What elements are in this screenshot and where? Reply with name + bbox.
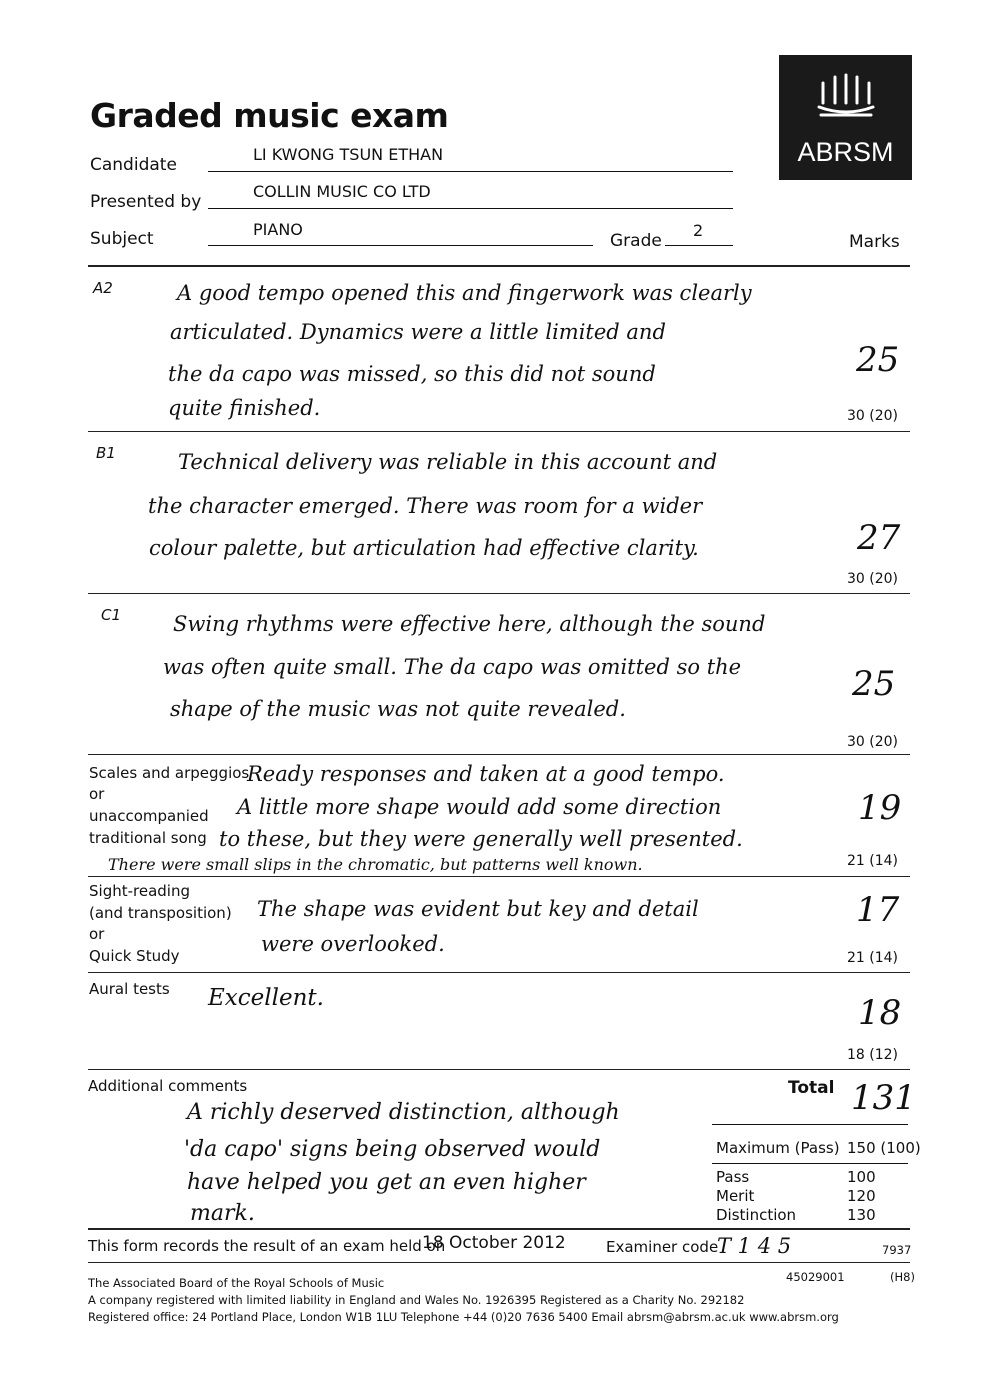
comment-line: mark. bbox=[190, 1201, 255, 1226]
comment-line: colour palette, but articulation had effective clarity. bbox=[149, 536, 699, 560]
mark-aural: 18 bbox=[858, 993, 902, 1033]
comment-line: 'da capo' signs being observed would bbox=[184, 1137, 601, 1162]
comment-line: There were small slips in the chromatic, but patterns well known. bbox=[108, 855, 643, 874]
mark-c1: 25 bbox=[852, 664, 896, 704]
total-divider bbox=[712, 1124, 908, 1125]
section-divider bbox=[88, 1069, 910, 1070]
scales-label: unaccompanied bbox=[89, 807, 209, 825]
grade-label: Grade bbox=[610, 231, 662, 251]
presented-label: Presented by bbox=[90, 192, 202, 212]
comment-line: Excellent. bbox=[208, 985, 324, 1011]
subject-value: PIANO bbox=[253, 220, 303, 239]
distinction-label: Distinction bbox=[716, 1206, 797, 1224]
max-scales: 21 (14) bbox=[847, 853, 899, 869]
aural-label: Aural tests bbox=[89, 980, 170, 998]
comment-line: was often quite small. The da capo was omitted so the bbox=[163, 655, 742, 679]
section-divider bbox=[88, 593, 910, 594]
merit-label: Merit bbox=[716, 1187, 755, 1205]
comment-line: the character emerged. There was room for a wider bbox=[148, 494, 703, 518]
grade-value: 2 bbox=[693, 221, 704, 240]
section-divider bbox=[88, 431, 910, 432]
maximum-divider bbox=[712, 1163, 908, 1164]
total-label: Total bbox=[788, 1078, 835, 1098]
max-b1: 30 (20) bbox=[847, 571, 899, 587]
exam-date: 18 October 2012 bbox=[422, 1233, 566, 1253]
serial-number: 45029001 bbox=[786, 1270, 845, 1284]
comment-line: A good tempo opened this and fingerwork was clearly bbox=[177, 281, 752, 305]
max-a2: 30 (20) bbox=[847, 408, 899, 424]
section-divider bbox=[88, 876, 910, 877]
max-sight-reading: 21 (14) bbox=[847, 950, 899, 966]
comment-line: to these, but they were generally well presented. bbox=[219, 827, 743, 851]
crown-icon bbox=[815, 73, 877, 125]
comment-line: The shape was evident but key and detail bbox=[257, 897, 699, 921]
total-value: 131 bbox=[851, 1078, 916, 1118]
scales-label: or bbox=[89, 785, 105, 803]
footer-divider bbox=[88, 1228, 910, 1230]
section-divider bbox=[88, 754, 910, 755]
pass-value: 100 bbox=[847, 1168, 876, 1186]
presented-underline bbox=[208, 208, 733, 209]
candidate-label: Candidate bbox=[90, 155, 177, 175]
mark-sight-reading: 17 bbox=[856, 890, 900, 930]
comment-line: Swing rhythms were effective here, although the sound bbox=[173, 612, 766, 636]
section-label-b1: B1 bbox=[96, 444, 116, 462]
section-divider bbox=[88, 972, 910, 973]
subject-label: Subject bbox=[90, 229, 154, 249]
scales-label: Scales and arpeggios bbox=[89, 764, 250, 782]
header-divider bbox=[88, 265, 910, 267]
sight-reading-label: Sight-reading bbox=[89, 882, 190, 900]
form-code: 7937 bbox=[882, 1243, 912, 1257]
maximum-value: 150 (100) bbox=[847, 1139, 921, 1157]
merit-value: 120 bbox=[847, 1187, 876, 1205]
comment-line: the da capo was missed, so this did not sound bbox=[168, 362, 656, 386]
section-label-a2: A2 bbox=[93, 279, 113, 297]
abrsm-logo bbox=[779, 55, 912, 180]
candidate-value: LI KWONG TSUN ETHAN bbox=[253, 145, 444, 164]
edition-code: (H8) bbox=[890, 1270, 915, 1284]
subject-underline bbox=[208, 245, 593, 246]
candidate-underline bbox=[208, 171, 733, 172]
sight-reading-label: Quick Study bbox=[89, 947, 180, 965]
max-c1: 30 (20) bbox=[847, 734, 899, 750]
comment-line: A little more shape would add some direction bbox=[237, 795, 722, 819]
sight-reading-label: (and transposition) bbox=[89, 904, 232, 922]
record-text: This form records the result of an exam held on bbox=[88, 1237, 446, 1255]
mark-a2: 25 bbox=[856, 340, 900, 380]
additional-label: Additional comments bbox=[88, 1077, 248, 1095]
marks-label: Marks bbox=[849, 232, 900, 252]
comment-line: have helped you get an even higher bbox=[187, 1170, 586, 1195]
pass-label: Pass bbox=[716, 1168, 750, 1186]
scales-label: traditional song bbox=[89, 829, 207, 847]
mark-scales: 19 bbox=[858, 788, 902, 828]
comment-line: quite finished. bbox=[168, 396, 321, 420]
distinction-value: 130 bbox=[847, 1206, 876, 1224]
comment-line: shape of the music was not quite revealed. bbox=[170, 697, 626, 721]
section-label-c1: C1 bbox=[101, 606, 122, 624]
org-name: The Associated Board of the Royal Schools of Music bbox=[88, 1276, 385, 1290]
maximum-label: Maximum (Pass) bbox=[716, 1139, 840, 1157]
comment-line: A richly deserved distinction, although bbox=[187, 1100, 620, 1125]
comment-line: articulated. Dynamics were a little limited and bbox=[170, 320, 666, 344]
sight-reading-label: or bbox=[89, 925, 105, 943]
grade-underline bbox=[665, 245, 733, 246]
presented-value: COLLIN MUSIC CO LTD bbox=[253, 182, 431, 201]
comment-line: Technical delivery was reliable in this account and bbox=[178, 450, 718, 474]
examiner-label: Examiner code bbox=[606, 1238, 719, 1256]
mark-b1: 27 bbox=[857, 518, 901, 558]
comment-line: Ready responses and taken at a good tempo. bbox=[247, 762, 725, 786]
max-aural: 18 (12) bbox=[847, 1047, 899, 1063]
company-line: A company registered with limited liability in England and Wales No. 1926395 Registered as a Charity No. 292182 bbox=[88, 1293, 745, 1307]
page-title: Graded music exam bbox=[90, 96, 449, 135]
comment-line: were overlooked. bbox=[261, 932, 445, 956]
record-divider bbox=[88, 1262, 910, 1263]
office-line: Registered office: 24 Portland Place, London W1B 1LU Telephone +44 (0)20 7636 5400 Email abrsm@abrsm.ac.uk www.abrsm.org bbox=[88, 1310, 839, 1324]
logo-text: ABRSM bbox=[797, 137, 894, 167]
examiner-code: T 1 4 5 bbox=[717, 1234, 792, 1258]
